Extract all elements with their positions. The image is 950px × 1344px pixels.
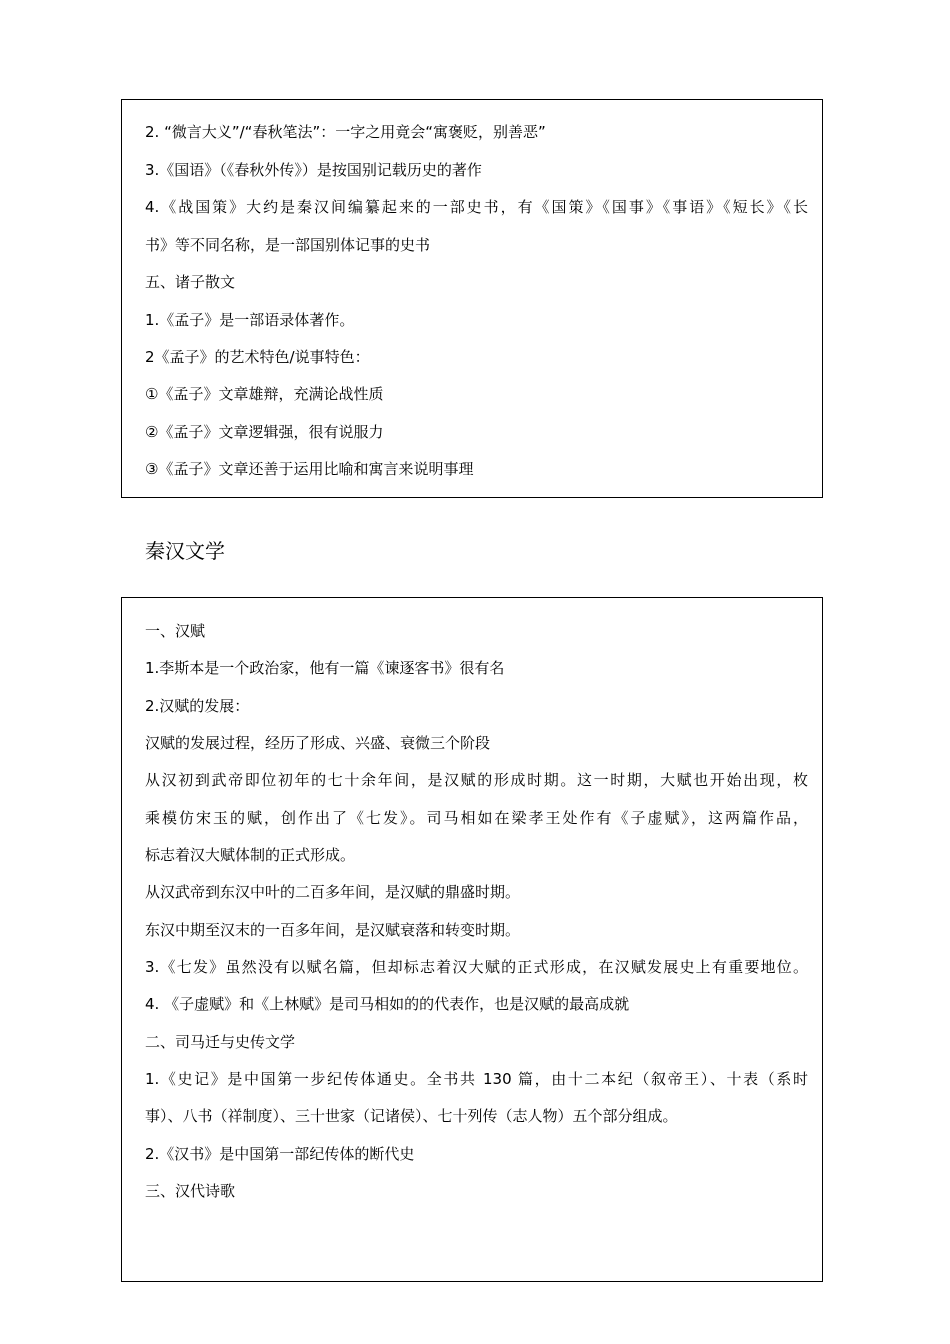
text-line: 2《孟子》的艺术特色/说事特色： (145, 348, 370, 366)
text-line: 3.《七发》虽然没有以赋名篇，但却标志着汉大赋的正式形成，在汉赋发展史上有重要地位。 (145, 958, 808, 976)
text-line: 4.《战国策》大约是秦汉间编纂起来的一部史书，有《国策》《国事》《事语》《短长》《长 (145, 198, 808, 216)
list-item: ①《孟子》文章雄辩，充满论战性质 (145, 385, 384, 403)
text-line: 从汉武帝到东汉中叶的二百多年间，是汉赋的鼎盛时期。 (145, 883, 521, 901)
text-line: 标志着汉大赋体制的正式形成。 (145, 846, 356, 864)
text-line: 从汉初到武帝即位初年的七十余年间，是汉赋的形成时期。这一时期，大赋也开始出现，枚 (145, 771, 808, 789)
text-line: 汉赋的发展过程，经历了形成、兴盛、衰微三个阶段 (145, 734, 491, 752)
text-line: 事）、八书（祥制度）、三十世家（记诸侯）、七十列传（志人物）五个部分组成。 (145, 1107, 678, 1125)
text-line: 乘模仿宋玉的赋，创作出了《七发》。司马相如在梁孝王处作有《子虚赋》，这两篇作品， (145, 809, 808, 827)
text-line: 4. 《子虚赋》和《上林赋》是司马相如的的代表作，也是汉赋的最高成就 (145, 995, 630, 1013)
text-line: 1.《史记》是中国第一步纪传体通史。全书共 130 篇，由十二本纪（叙帝王）、十表（系时 (145, 1070, 808, 1088)
list-item: ②《孟子》文章逻辑强，很有说服力 (145, 423, 384, 441)
text-line: 书》等不同名称，是一部国别体记事的史书 (145, 236, 431, 254)
section-heading: 二、司马迁与史传文学 (145, 1033, 296, 1051)
list-item: ③《孟子》文章还善于运用比喻和寓言来说明事理 (145, 460, 474, 478)
section-heading: 五、诸子散文 (145, 273, 236, 291)
content-box-1 (121, 99, 823, 498)
text-line: 1.李斯本是一个政治家，他有一篇《谏逐客书》很有名 (145, 659, 505, 677)
text-line: 1.《孟子》是一部语录体著作。 (145, 311, 355, 329)
text-line: 3.《国语》（《春秋外传》）是按国别记载历史的著作 (145, 161, 482, 179)
text-line: 2.汉赋的发展： (145, 697, 250, 715)
section-heading: 一、汉赋 (145, 622, 206, 640)
content-box-2 (121, 597, 823, 1282)
text-line: 2.《汉书》是中国第一部纪传体的断代史 (145, 1145, 415, 1163)
section-title: 秦汉文学 (145, 539, 225, 563)
text-line: 2. “微言大义”/“春秋笔法”：一字之用竟会“寓褒贬，别善恶” (145, 123, 546, 141)
text-line: 东汉中期至汉末的一百多年间，是汉赋衰落和转变时期。 (145, 921, 521, 939)
section-heading: 三、汉代诗歌 (145, 1182, 236, 1200)
